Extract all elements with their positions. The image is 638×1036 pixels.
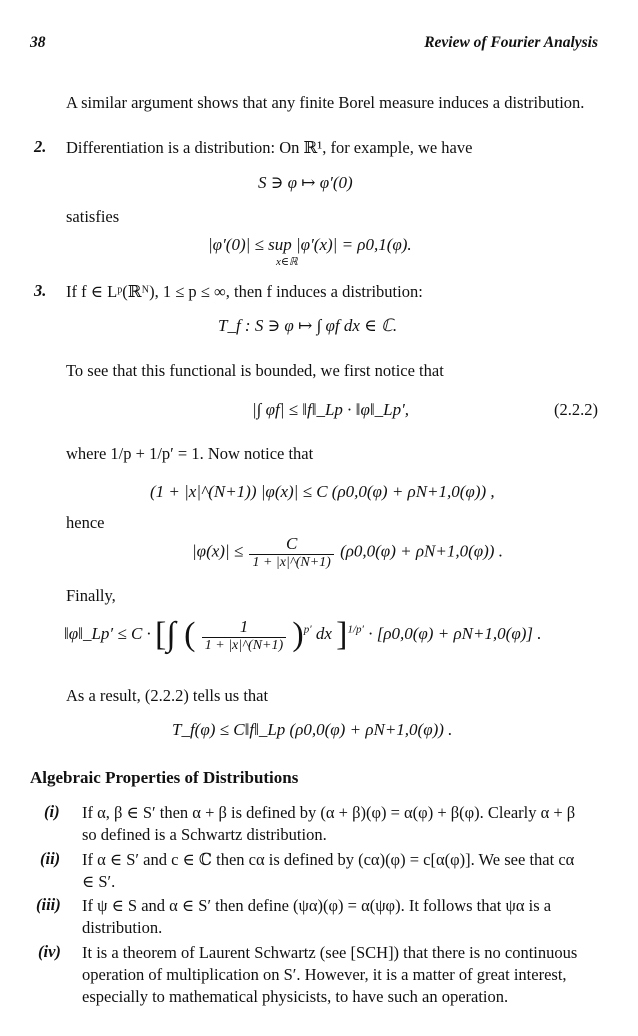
right-paren: ): [292, 616, 304, 653]
eq-g-right: · [ρ0,0(φ) + ρN+1,0(φ)] .: [368, 623, 542, 643]
dx-symbol: dx: [315, 623, 332, 643]
item-iii-label: (iii): [36, 895, 61, 914]
item-iv-text: It is a theorem of Laurent Schwartz (see [SCH]) that there is no continuous operation of multiplication on S′. However, it is a matter of great interest, especially to mathematical physicists, to have such an operation.: [82, 943, 578, 1006]
equation-sup-bound: |φ′(0)| ≤ sup |φ′(x)| = ρ0,1(φ).: [208, 235, 412, 254]
eq-g-left: ‖φ‖_Lp′ ≤ C ·: [64, 623, 151, 643]
right-bracket: ]: [336, 616, 348, 653]
eq-f-denominator: 1 + |x|^(N+1): [252, 555, 331, 570]
item-i-label: (i): [44, 802, 60, 821]
satisfies-text: satisfies: [66, 207, 120, 226]
eq-g-fraction: [202, 617, 286, 654]
item-2-text: Differentiation is a distribution: On ℝ¹, for example, we have: [66, 138, 473, 157]
equation-pointwise-bound: [192, 534, 503, 571]
paragraph-bounded: To see that this functional is bounded, we first notice that: [66, 361, 444, 380]
item-i-text: If α, β ∈ S′ then α + β is defined by (α + β)(φ) = α(φ) + β(φ). Clearly α + β so defined is a Schwartz distribution.: [82, 803, 576, 844]
equation-number: (2.2.2): [554, 400, 598, 419]
item-ii-text: If α ∈ S′ and c ∈ ℂ then cα is defined by (cα)(φ) = c[α(φ)]. We see that cα ∈ S′.: [82, 850, 575, 891]
eq-f-left: |φ(x)| ≤: [192, 541, 244, 561]
paragraph-result: As a result, (2.2.2) tells us that: [66, 686, 269, 705]
eq-g-numerator: 1: [202, 617, 286, 638]
equation-holder: |∫ φf| ≤ ‖f‖_Lp · ‖φ‖_Lp′,: [252, 400, 410, 419]
equation-weighted-bound: (1 + |x|^(N+1)) |φ(x)| ≤ C (ρ0,0(φ) + ρN+1,0(φ)) ,: [150, 482, 495, 501]
page-number: 38: [30, 34, 46, 51]
finally-text: Finally,: [66, 586, 116, 605]
eq-g-denominator: 1 + |x|^(N+1): [204, 637, 284, 653]
eq-f-right: (ρ0,0(φ) + ρN+1,0(φ)) .: [340, 541, 503, 561]
paragraph-borel: A similar argument shows that any finite Borel measure induces a distribution.: [66, 93, 585, 112]
item-ii-label: (ii): [40, 849, 61, 868]
item-iii-text: If ψ ∈ S and α ∈ S′ then define (ψα)(φ) = α(ψφ). It follows that ψα is a distribution.: [82, 896, 552, 937]
eq-f-numerator: C: [249, 534, 333, 555]
paragraph-where: where 1/p + 1/p′ = 1. Now notice that: [66, 444, 314, 463]
item-iv-label: (iv): [38, 942, 61, 961]
left-bracket-integral: [∫ (: [155, 616, 196, 653]
equation-tf-definition: T_f : S ∋ φ ↦ ∫ φf dx ∈ ℂ.: [218, 316, 398, 335]
exponent-p-prime: p′: [303, 623, 312, 636]
eq-f-fraction: [249, 534, 333, 571]
equation-final-bound: T_f(φ) ≤ C‖f‖_Lp (ρ0,0(φ) + ρN+1,0(φ)) .: [172, 720, 453, 739]
equation-derivative-map: S ∋ φ ↦ φ′(0): [258, 173, 353, 192]
item-3-text: If f ∈ Lᵖ(ℝᴺ), 1 ≤ p ≤ ∞, then f induces a distribution:: [66, 282, 423, 301]
equation-sup-subscript: x∈ℝ: [276, 256, 298, 268]
running-title: Review of Fourier Analysis: [424, 34, 598, 51]
item-3-number: 3.: [34, 281, 47, 300]
exponent-one-over-p-prime: 1/p′: [347, 623, 364, 636]
item-2-number: 2.: [34, 137, 47, 156]
equation-lp-norm: [64, 616, 542, 654]
hence-text: hence: [66, 513, 105, 532]
running-header: [30, 34, 598, 54]
section-title: Algebraic Properties of Distributions: [30, 768, 299, 787]
